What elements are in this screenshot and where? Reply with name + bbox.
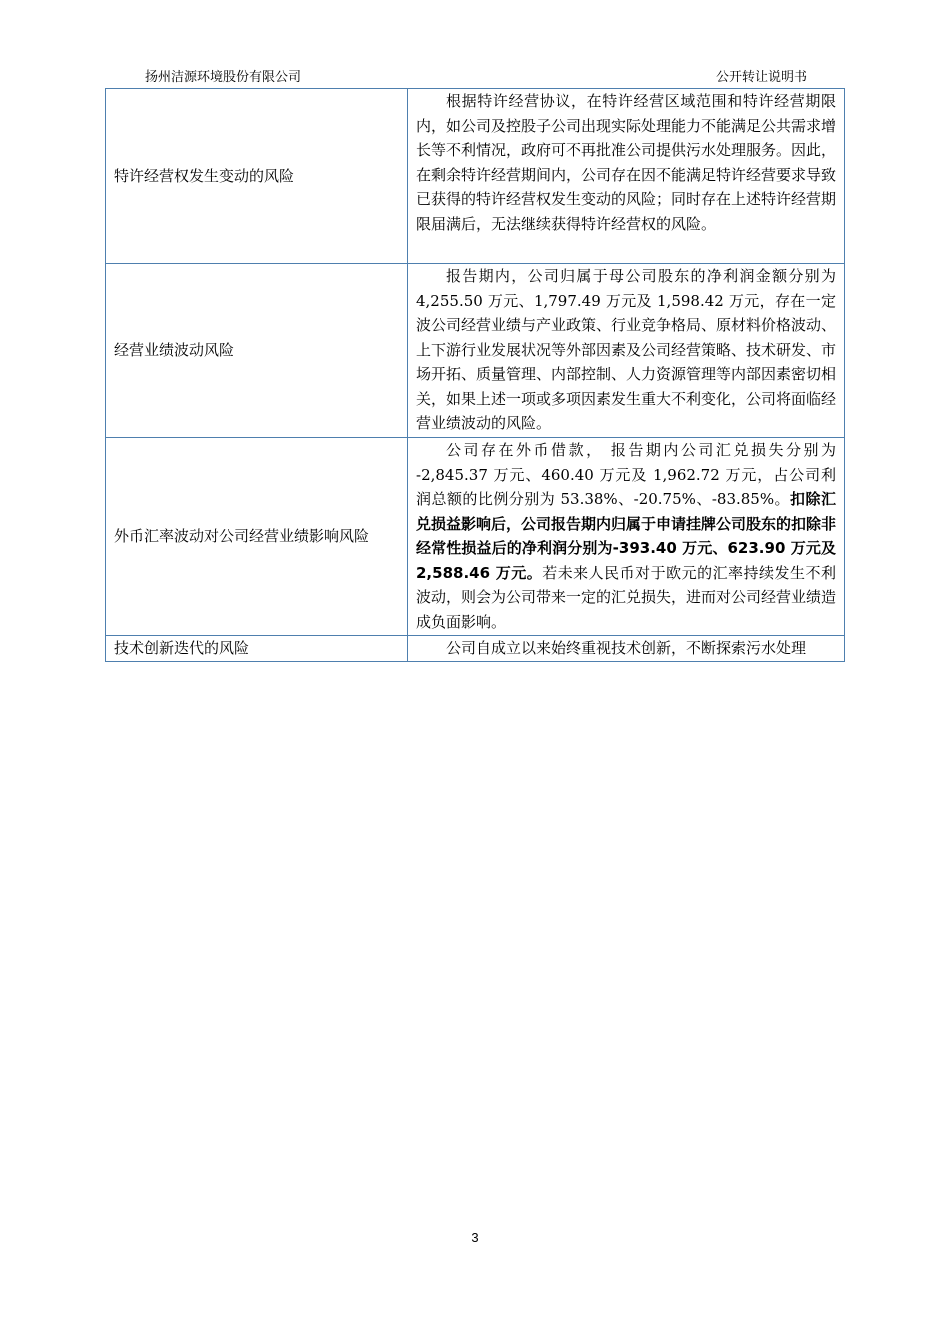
page-number: 3 bbox=[471, 1230, 479, 1245]
risk-description bbox=[408, 89, 845, 264]
risk-text: 报告期内，公司归属于母公司股东的净利润金额分别为 4,255.50 万元、1,797.49 万元及 1,598.42 万元，存在一定波公司经营业绩与产业政策、行业竞争格局、原材料价格波动、上下游行业发展状况等外部因素及公司经营策略、技术研发、市场开拓、质量管理、内部控制、人力资源管理等内部因素密切相关，如果上述一项或多项因素发生重大不利变化，公司将面临经营业绩波动的风险。 bbox=[416, 267, 837, 432]
risk-text: 根据特许经营协议，在特许经营区域范围和特许经营期限内，如公司及控股子公司出现实际处理能力不能满足公共需求增长等不利情况，政府可不再批准公司提供污水处理服务。因此，在剩余特许经营期间内，公司存在因不能满足特许经营要求导致已获得的特许经营权发生变动的风险；同时存在上述特许经营期限届满后，无法继续获得特许经营权的风险。 bbox=[416, 92, 837, 233]
risk-description bbox=[408, 264, 845, 438]
table-row bbox=[106, 636, 845, 662]
risk-description bbox=[408, 438, 845, 636]
risk-name: 外币汇率波动对公司经营业绩影响风险 bbox=[106, 438, 408, 636]
table-row bbox=[106, 89, 845, 264]
table-row bbox=[106, 264, 845, 438]
risk-name: 特许经营权发生变动的风险 bbox=[106, 89, 408, 264]
risk-table bbox=[105, 88, 845, 662]
company-name: 扬州洁源环境股份有限公司 bbox=[145, 70, 302, 85]
risk-description bbox=[408, 636, 845, 662]
table-row bbox=[106, 438, 845, 636]
risk-name: 技术创新迭代的风险 bbox=[106, 636, 408, 662]
risk-name: 经营业绩波动风险 bbox=[106, 264, 408, 438]
risk-text-bold: 扣除汇兑损益影响后，公司报告期内归属于申请挂牌公司股东的扣除非经常性损益后的净利润分别为-393.40 万元、623.90 万元及 2,588.46 万元。 bbox=[416, 490, 837, 582]
risk-text: 公司存在外币借款， 报告期内公司汇兑损失分别为 -2,845.37 万元、460.40 万元及 1,962.72 万元，占公司利润总额的比例分别为 53.38%、-20.75%、-83.85%。 bbox=[416, 441, 836, 508]
risk-text: 公司自成立以来始终重视技术创新，不断探索污水处理 bbox=[446, 639, 807, 657]
document-title: 公开转让说明书 bbox=[715, 70, 807, 85]
risk-text: 若未来人民币对于欧元的汇率持续发生不利波动，则会为公司带来一定的汇兑损失，进而对公司经营业绩造成负面影响。 bbox=[416, 563, 837, 631]
page-header bbox=[105, 66, 845, 88]
